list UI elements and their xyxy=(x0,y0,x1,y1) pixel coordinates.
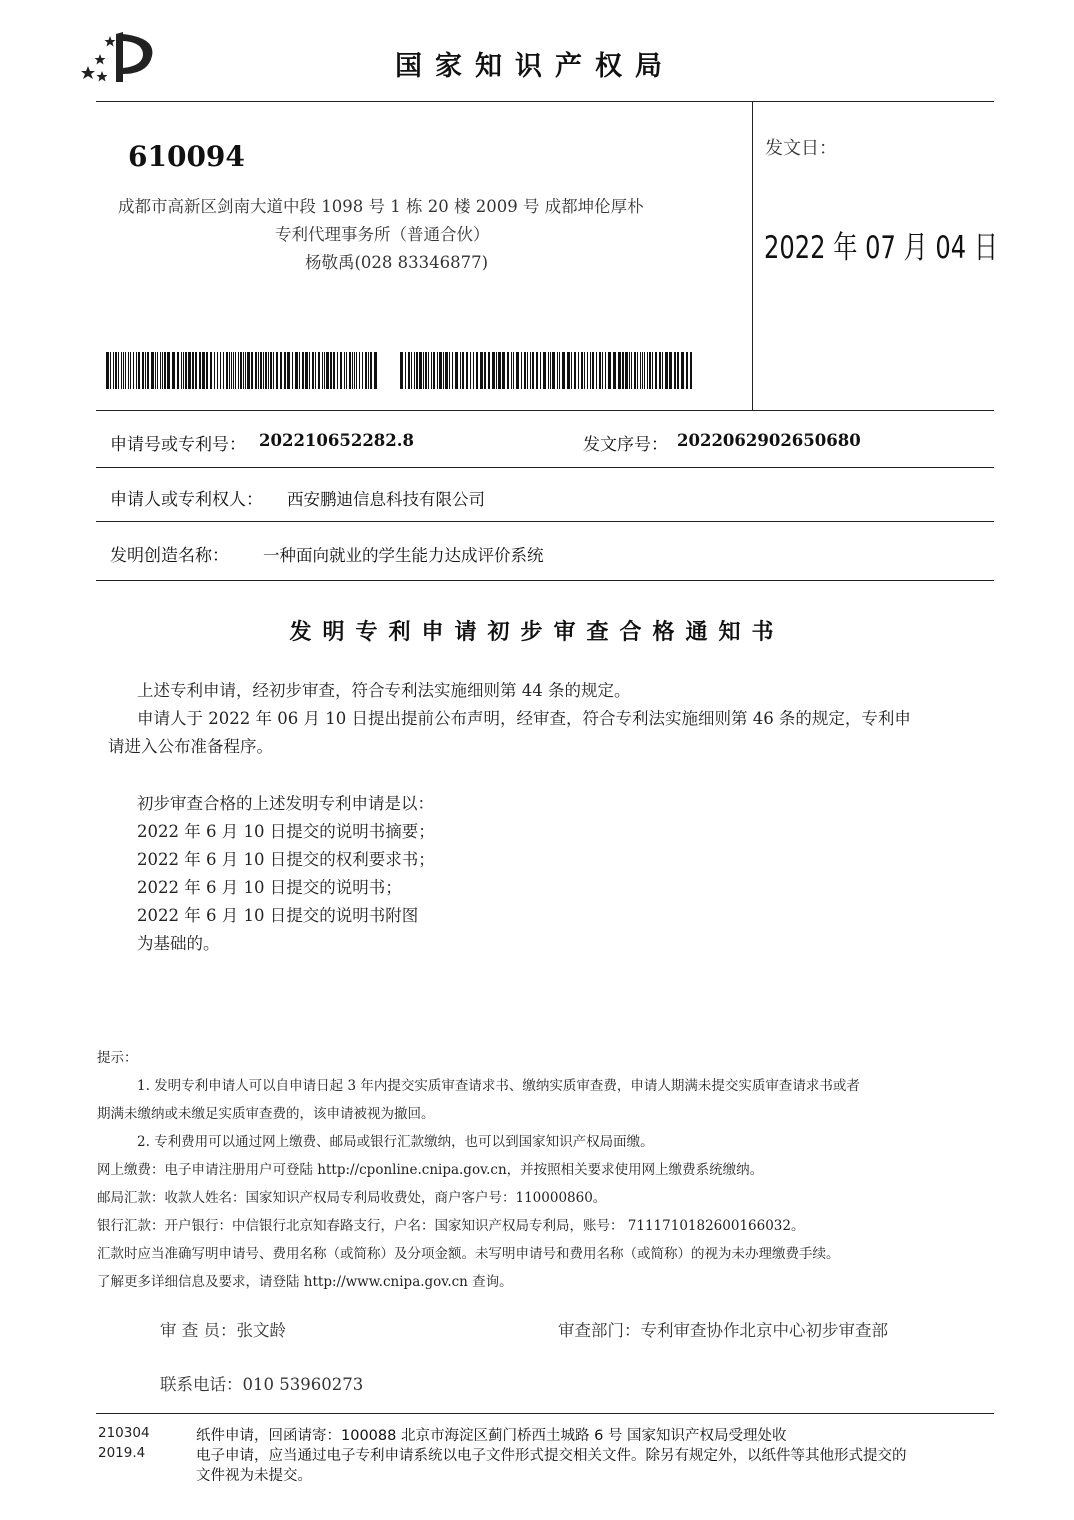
barcode-bar xyxy=(356,352,357,389)
barcode-bar xyxy=(677,352,679,389)
barcode-bar xyxy=(337,352,338,389)
barcode-bar xyxy=(476,352,478,389)
barcode-bar xyxy=(125,352,126,389)
barcode-bar xyxy=(164,352,166,389)
barcode-bar xyxy=(147,352,149,389)
barcode-bar xyxy=(326,352,329,389)
barcode-bar xyxy=(548,352,549,389)
barcode-bar xyxy=(113,352,114,389)
barcode-bar xyxy=(110,352,111,389)
barcode-bar xyxy=(665,352,668,389)
barcode-bar xyxy=(273,352,274,389)
barcode-bar xyxy=(642,352,643,389)
barcode-bar xyxy=(295,352,298,389)
barcode-bar xyxy=(255,352,257,389)
barcode-bar xyxy=(543,352,546,389)
barcode-bar xyxy=(192,352,194,389)
barcode-bar xyxy=(305,352,308,389)
barcode-bar xyxy=(659,352,661,389)
barcode-bar xyxy=(302,352,304,389)
address-line-1: 成都市高新区剑南大道中段 1098 号 1 栋 20 楼 2009 号 成都坤伦厚朴 xyxy=(118,197,644,216)
online-payment: 网上缴费：电子申请注册用户可登陆 http://cponline.cnipa.gov.cn，并按照相关要求使用网上缴费系统缴纳。 xyxy=(97,1162,764,1178)
field-divider-1 xyxy=(96,467,994,468)
barcode-bar xyxy=(492,352,495,389)
more-info: 了解更多详细信息及要求，请登陆 http://www.cnipa.gov.cn 查询。 xyxy=(97,1274,513,1290)
basis-end: 为基础的。 xyxy=(137,934,220,953)
footer-line-2: 电子申请，应当通过电子专利申请系统以电子文件形式提交相关文件。除另有规定外，以纸件等其他形式提交的 xyxy=(196,1448,907,1464)
barcode-bar xyxy=(559,352,560,389)
barcode-bar xyxy=(226,352,228,389)
barcode-bar xyxy=(578,352,579,389)
barcode-bar xyxy=(498,352,501,389)
barcode-bar xyxy=(530,352,531,389)
barcode-bar xyxy=(557,352,558,389)
barcode-bar xyxy=(229,352,230,389)
barcode-bar xyxy=(488,352,490,389)
barcode-bar xyxy=(181,352,182,389)
barcode-bar xyxy=(324,352,325,389)
barcode-bar xyxy=(571,352,572,389)
barcode-bar xyxy=(167,352,170,389)
barcode-bar xyxy=(567,352,570,389)
barcode-bar xyxy=(466,352,468,389)
barcode-bar xyxy=(416,352,418,389)
barcode-bar xyxy=(344,352,345,389)
barcode-bar xyxy=(349,352,351,389)
barcode-bar xyxy=(631,352,632,389)
barcode-bar xyxy=(270,352,272,389)
barcode-bar xyxy=(527,352,528,389)
barcode-bar xyxy=(445,352,448,389)
barcode-bar xyxy=(276,352,278,389)
barcode-bar xyxy=(142,352,144,389)
barcode-bar xyxy=(608,352,611,389)
barcode-bar xyxy=(647,352,648,389)
notice-heading: 发明专利申请初步审查合格通知书 xyxy=(289,620,785,645)
barcode-bar xyxy=(437,352,438,389)
barcode-bar xyxy=(662,352,663,389)
barcode-bar xyxy=(439,352,442,389)
barcode-bar xyxy=(151,352,154,389)
barcode-bar xyxy=(287,352,290,389)
barcode-bar xyxy=(123,352,124,389)
barcode-bar xyxy=(365,352,367,389)
postcode: 610094 xyxy=(128,140,245,173)
serial-label: 发文序号： xyxy=(583,435,668,455)
basis-item-1: 2022 年 6 月 10 日提交的说明书摘要； xyxy=(137,822,435,841)
barcode-bar xyxy=(263,352,264,389)
logo-star-2 xyxy=(95,54,106,65)
barcode-bar xyxy=(354,352,355,389)
barcode-bar xyxy=(473,352,474,389)
barcode-bar xyxy=(188,352,191,389)
recipient-contact: 杨敬禹(028 83346877) xyxy=(305,253,489,272)
barcode-bar xyxy=(312,352,314,389)
barcode-bar xyxy=(292,352,293,389)
notice-para-2-line-1: 申请人于 2022 年 06 月 10 日提出提前公布声明，经审查，符合专利法实施细则第 46 条的规定，专利申 xyxy=(137,709,911,728)
barcode-bar xyxy=(172,352,175,389)
logo-p-mark xyxy=(116,32,152,82)
barcode-bar xyxy=(480,352,483,389)
barcode-bar xyxy=(374,352,377,389)
date-column-divider xyxy=(752,101,753,410)
barcode-bar xyxy=(640,352,641,389)
barcode-bar xyxy=(400,352,403,389)
barcode-bar xyxy=(419,352,422,389)
barcode-bar xyxy=(128,352,129,389)
barcode-bar xyxy=(265,352,267,389)
barcode-bar xyxy=(425,352,427,389)
barcode-bar xyxy=(155,352,156,389)
footer-line-1: 纸件申请，回函请寄：100088 北京市海淀区蓟门桥西土城路 6 号 国家知识产权局受理处收 xyxy=(196,1428,787,1444)
barcode-bar xyxy=(686,352,688,389)
address-line-2: 专利代理事务所（普通合伙） xyxy=(275,225,490,244)
barcode-bar xyxy=(581,352,583,389)
barcode-bar xyxy=(622,352,624,389)
barcode-bar xyxy=(322,352,323,389)
barcode-bar xyxy=(655,352,657,389)
barcode-bar xyxy=(162,352,163,389)
barcode-bar xyxy=(318,352,320,389)
barcode-bar xyxy=(231,352,232,389)
barcode-bar xyxy=(637,352,638,389)
barcode-bar xyxy=(596,352,597,389)
barcode-bar xyxy=(516,352,519,389)
barcode-bar xyxy=(681,352,684,389)
barcode-bar xyxy=(405,352,406,389)
barcode-bar xyxy=(106,352,109,389)
applicant-value: 西安鹏迪信息科技有限公司 xyxy=(287,490,485,509)
barcode-bar xyxy=(428,352,429,389)
barcode-bar xyxy=(368,352,369,389)
barcode-bar xyxy=(634,352,636,389)
basis-item-2: 2022 年 6 月 10 日提交的权利要求书； xyxy=(137,850,435,869)
barcode-bar xyxy=(452,352,453,389)
barcode-bar xyxy=(449,352,450,389)
barcode-bar xyxy=(346,352,347,389)
barcode-bar xyxy=(511,352,512,389)
barcode-bar xyxy=(238,352,239,389)
notice-para-1: 上述专利申请，经初步审查，符合专利法实施细则第 44 条的规定。 xyxy=(137,681,631,700)
barcode-bar xyxy=(584,352,585,389)
agency-title: 国家知识产权局 xyxy=(395,51,675,82)
barcode-bar xyxy=(268,352,269,389)
barcode-bar xyxy=(423,352,424,389)
barcode-bar xyxy=(240,352,242,389)
barcode-bar xyxy=(599,352,601,389)
serial-value: 2022062902650680 xyxy=(677,431,861,450)
barcode-bar xyxy=(333,352,335,389)
barcode-bar xyxy=(462,352,464,389)
recipient-divider xyxy=(96,410,994,411)
barcode-bar xyxy=(470,352,471,389)
barcode-bar xyxy=(411,352,412,389)
barcode-bar xyxy=(507,352,509,389)
barcode-bar xyxy=(160,352,161,389)
form-version: 2019.4 xyxy=(98,1445,146,1461)
barcode-bar xyxy=(625,352,628,389)
title-label: 发明创造名称： xyxy=(110,546,229,566)
barcode-bar xyxy=(121,352,122,389)
barcode-bar xyxy=(613,352,616,389)
barcode-bar xyxy=(618,352,621,389)
barcode-bar xyxy=(309,352,310,389)
barcode-bar xyxy=(524,352,526,389)
barcode-bar xyxy=(532,352,534,389)
barcode-bar xyxy=(644,352,645,389)
barcode-bar xyxy=(592,352,594,389)
barcode-bar xyxy=(521,352,522,389)
examining-department: 审查部门：专利审查协作北京中心初步审查部 xyxy=(558,1321,888,1340)
barcode-bar xyxy=(433,352,435,389)
barcode-bar xyxy=(210,352,212,389)
barcode-bar xyxy=(183,352,184,389)
barcode-bar xyxy=(513,352,514,389)
barcode-bar xyxy=(214,352,215,389)
invention-title: 一种面向就业的学生能力达成评价系统 xyxy=(263,546,544,565)
barcode-bar xyxy=(315,352,316,389)
barcode-bar xyxy=(223,352,224,389)
basis-item-3: 2022 年 6 月 10 日提交的说明书； xyxy=(137,878,402,897)
barcode-bar xyxy=(674,352,676,389)
barcode-bar xyxy=(496,352,497,389)
barcode-bar xyxy=(587,352,588,389)
barcode-bar xyxy=(136,352,137,389)
barcode-bar xyxy=(536,352,538,389)
barcode-bar xyxy=(550,352,551,389)
barcode-bar xyxy=(460,352,461,389)
barcode-bar xyxy=(115,352,117,389)
postal-payment: 邮局汇款：收款人姓名：国家知识产权局专利局收费处，商户客户号：110000860。 xyxy=(97,1190,607,1206)
footer-line-3: 文件视为未提交。 xyxy=(196,1468,312,1484)
barcode-bar xyxy=(177,352,179,389)
basis-item-4: 2022 年 6 月 10 日提交的说明书附图 xyxy=(137,906,419,925)
examiner: 审 查 员：张文龄 xyxy=(160,1321,286,1340)
barcode-bar xyxy=(370,352,372,389)
barcode-bar xyxy=(133,352,134,389)
barcode-bar xyxy=(649,352,651,389)
barcode-bar xyxy=(145,352,146,389)
barcode-bar xyxy=(217,352,218,389)
barcode-bar xyxy=(602,352,603,389)
barcode-bar xyxy=(443,352,444,389)
logo-star-3 xyxy=(97,71,108,82)
barcode-bar xyxy=(258,352,259,389)
barcode-bar xyxy=(233,352,234,389)
footer-divider xyxy=(96,1413,994,1414)
barcode-bar xyxy=(284,352,286,389)
cnipa-logo xyxy=(80,28,160,86)
tips-label: 提示： xyxy=(97,1050,138,1066)
barcode-bar xyxy=(590,352,591,389)
field-divider-3 xyxy=(96,580,994,581)
bank-payment: 银行汇款：开户银行：中信银行北京知春路支行，户名：国家知识产权局专利局，账号： 7111710182600166032。 xyxy=(97,1218,805,1234)
tip-1-line-1: 1. 发明专利申请人可以自申请日起 3 年内提交实质审查请求书、缴纳实质审查费，申请人期满未提交实质审查请求书或者 xyxy=(137,1078,860,1094)
form-code: 210304 xyxy=(98,1425,150,1441)
header-divider xyxy=(96,101,994,102)
barcode-bar xyxy=(340,352,342,389)
barcode-bar xyxy=(484,352,486,389)
barcode-bar xyxy=(235,352,236,389)
contact-phone: 联系电话：010 53960273 xyxy=(160,1375,364,1394)
basis-intro: 初步审查合格的上述发明专利申请是以： xyxy=(137,794,434,813)
app-no-value: 202210652282.8 xyxy=(259,431,414,450)
barcode-bar xyxy=(552,352,555,389)
notice-para-2-line-2: 请进入公布准备程序。 xyxy=(108,737,273,756)
barcode-bar xyxy=(562,352,565,389)
dispatch-date-label: 发文日： xyxy=(765,138,837,159)
barcode-bar xyxy=(260,352,262,389)
barcode-right xyxy=(400,352,694,389)
barcode-bar xyxy=(629,352,630,389)
barcode-bar xyxy=(280,352,282,389)
logo-star-4 xyxy=(105,36,116,47)
barcode-bar xyxy=(130,352,131,389)
barcode-bar xyxy=(202,352,205,389)
barcode-bar xyxy=(206,352,208,389)
barcode-bar xyxy=(502,352,505,389)
barcode-bar xyxy=(138,352,140,389)
barcode-bar xyxy=(408,352,410,389)
barcode-bar xyxy=(243,352,244,389)
barcode-bar xyxy=(247,352,250,389)
barcode-bar xyxy=(431,352,432,389)
barcode-bar xyxy=(359,352,360,389)
tip-2: 2. 专利费用可以通过网上缴费、邮局或银行汇款缴纳，也可以到国家知识产权局面缴。 xyxy=(137,1134,654,1150)
barcode-bar xyxy=(330,352,332,389)
app-no-label: 申请号或专利号： xyxy=(110,435,246,455)
barcode-bar xyxy=(220,352,221,389)
barcode-bar xyxy=(652,352,653,389)
dispatch-date: 2022 年 07 月 04 日 xyxy=(764,230,999,266)
barcode-bar xyxy=(185,352,187,389)
barcode-bar xyxy=(251,352,253,389)
barcode-bar xyxy=(352,352,353,389)
barcode-bar xyxy=(669,352,672,389)
barcode-bar xyxy=(299,352,300,389)
barcode-bar xyxy=(690,352,692,389)
barcode-bar xyxy=(245,352,246,389)
barcode-left xyxy=(106,352,378,389)
tip-1-line-2: 期满未缴纳或未缴足实质审查费的，该申请被视为撤回。 xyxy=(97,1106,435,1122)
applicant-label: 申请人或专利权人： xyxy=(110,490,263,510)
barcode-bar xyxy=(195,352,197,389)
logo-star-1 xyxy=(81,66,95,79)
barcode-bar xyxy=(540,352,541,389)
barcode-bar xyxy=(199,352,201,389)
barcode-bar xyxy=(455,352,458,389)
barcode-bar xyxy=(118,352,119,389)
field-divider-2 xyxy=(96,521,994,522)
barcode-bar xyxy=(414,352,415,389)
barcode-bar xyxy=(574,352,576,389)
remittance-note: 汇款时应当准确写明申请号、费用名称（或简称）及分项金额。未写明申请号和费用名称（或简称）的视为未办理缴费手续。 xyxy=(97,1246,840,1262)
barcode-bar xyxy=(605,352,606,389)
barcode-bar xyxy=(157,352,158,389)
barcode-bar xyxy=(362,352,363,389)
